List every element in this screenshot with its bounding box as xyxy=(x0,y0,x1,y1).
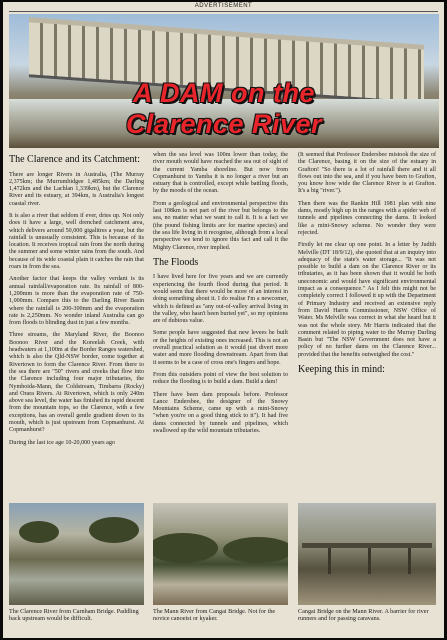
bridge-pier xyxy=(328,548,331,574)
article-column-2 xyxy=(153,152,288,440)
photo-mann-river xyxy=(153,503,288,605)
photo-caption-3: Cangai Bridge on the Mann River. A barrier for river runners and for passing caravans. xyxy=(298,608,429,623)
paragraph: There are longer Rivers in Australia, (The Murray 2,375km; the Murrumbidgee 1,485km; the Darling 1,472km and the Lachlan 1,339km), but the Clarence River and its estuary, at 394km, is Australia's longest coastal river. xyxy=(9,171,144,207)
paragraph: (It seemed that Professor Endersbee mistook the size of the Clarence, basing it on the size of the estuary in Grafton! "So there is a lot of rainfall there and it all flows out into the sea, and if you have been to Grafton, you know how wide the Clarence River is at Grafton. It's a big "river."). xyxy=(298,152,436,195)
section-heading-keeping-in-mind: Keeping this in mind: xyxy=(298,364,385,376)
title-banner-photo xyxy=(9,14,439,148)
article-column-3 xyxy=(298,152,436,382)
photo-cangai-bridge xyxy=(298,503,436,605)
tree-shape xyxy=(223,537,288,563)
photo-caption-1: The Clarence River from Carnham Bridge. Paddling back upstream would be difficult. xyxy=(9,608,139,623)
paragraph: It is also a river that seldom if ever, dries up. Not only does it have a large, well drenched catchment area, which delivers around 50,000 gigalitres a year, but the rainfall is unusually consistent. This is because of its location. It receives tropical rain from the north during the summer and some winter rains from the south. And because of its wide coastal plain it catches the rain that roars in from the sea. xyxy=(9,212,144,271)
paragraph: Firstly let me clear up one point. In a letter by Judith Melville (DT 18/9/12), she quoted that at an inquiry into adequacy of the state's water storage... "It was not possible to build a dam on the Clarence River or its tributaries, as it has been shown that it would be both uneconomic and would have significant environmental impact as a consequence." As I felt this might not be completely correct I followed it up with the Department of Primary Industry and received an extensive reply from David Harris Commissioner, NSW Office of Water. Ms Melville was correct in what she heard but it was not the whole story. Mr Harris indicated that the comment related to piping water to the Murray Darling Basin but "The NSW Government does not have a policy of no further dams on the Clarence River... provided that the benefits outweighed the cost." xyxy=(298,242,436,358)
newspaper-page xyxy=(3,2,444,638)
advertisement-label: ADVERTISEMENT xyxy=(194,3,253,9)
paragraph: Then there was the Rankin Hill 1981 plan with nine dams, mostly high up in the ranges with a spider web of tunnels and pipelines connecting the dams. It looked like a mini-Snowy scheme. No wonder they were rejected. xyxy=(298,200,436,236)
headline-line-1: A DAM on the xyxy=(133,78,315,108)
paragraph: I have lived here for five years and we are currently experiencing the fourth flood during that period. It would seem that there would be more of an interest in doing something about it. I do realise I'm a newcomer, which is defined as "any out-of-valley arrival living in the valley, who hasn't been buried yet", so my opinions are of dubious value. xyxy=(153,274,288,325)
tree-shape xyxy=(153,533,218,563)
paragraph: There have been dam proposals before. Professor Lance Endersbee, the designer of the Snowy Mountains Scheme, came up with a mini-Snowy "when you're on a good thing stick to it"). It had five dams connected by tunnels and pipelines, which swallowed up the wild mountain tributaries. xyxy=(153,391,288,434)
bridge-pier xyxy=(368,548,371,574)
headline-line-2: Clarence River xyxy=(125,109,323,139)
bridge-pier xyxy=(408,548,411,574)
photo-caption-2: The Mann River from Cangai Bridge. Not for the novice canoeist or kyaker. xyxy=(153,608,276,623)
bridge-deck xyxy=(302,543,432,548)
paragraph: From this outsiders point of view the best solution to reduce the flooding is to build a dam. Build a dam! xyxy=(153,371,288,386)
section-heading-catchment: The Clarence and its Catchment: xyxy=(9,154,141,165)
tree-shape xyxy=(19,521,59,543)
photo-clarence-river xyxy=(9,503,144,605)
paragraph: when the sea level was 100m lower than today, the river mouth would have reached the sea out of sight of the current Yamba shoreline. But now from Copmanhurst to Yamba it is no longer a river but an estuary that is controlled, except while battling floods, by the moods of the ocean. xyxy=(153,152,288,195)
paragraph: Three streams, the Maryland River, the Boonoo Boonoo River and the Koreelah Creek, with headwaters at 1,100m at the Border Ranges watershed, which is also the Qld-NSW border, come together at Rivertown to form the Clarence River. From there to the sea there are "50" rivers and creeks that flow into the Clarence including four major tributaries, the Nymboida-Mann, the Coldstream, Timbarra (Rocky) and Orara Rivers. At Rivertown, which is only 240m above sea level, the water has finished its rapid descent from the mountain tops, so the Clarence, with a few exceptions, has an overall gentle gradient down to its mouth, which is just upstream from Copmanhurst. At Copmanhurst? xyxy=(9,332,144,434)
article-column-1 xyxy=(9,152,144,452)
section-heading-floods: The Floods xyxy=(153,256,199,268)
paragraph: During the last ice age 10-20,000 years ago xyxy=(9,439,115,446)
header-rule xyxy=(9,11,438,12)
paragraph: From a geological and environmental perspective this last 108km is not part of the river but belongs to the sea, no matter what we want to call it. It is a fact we (the pound fishing limits are for marine species) and the sea life living in it recognise, although from a local perspective we tend to ignore this fact and call it the Mighty Clarence, river implied. xyxy=(153,200,288,251)
paragraph: Some people have suggested that new levees be built or the heights of existing ones increased. This is not an overall practical solution as it would just divert more water and more flooding downstream. Apart from that it seems to be a case of cross one's fingers and hope. xyxy=(153,330,288,366)
tree-shape xyxy=(89,517,139,543)
paragraph: Another factor that keeps the valley verdant is its annual rainfall/evaporation rate. Its rainfall of 800-1,200mm is more than the evaporation rate of 750-1,000mm. Compare this to the Darling River Basin where the rainfall is 200-300mm and the evaporation rate is 2,250mm. No wonder inland Australia can go from floods to blinding dust in just a few months. xyxy=(9,276,144,327)
